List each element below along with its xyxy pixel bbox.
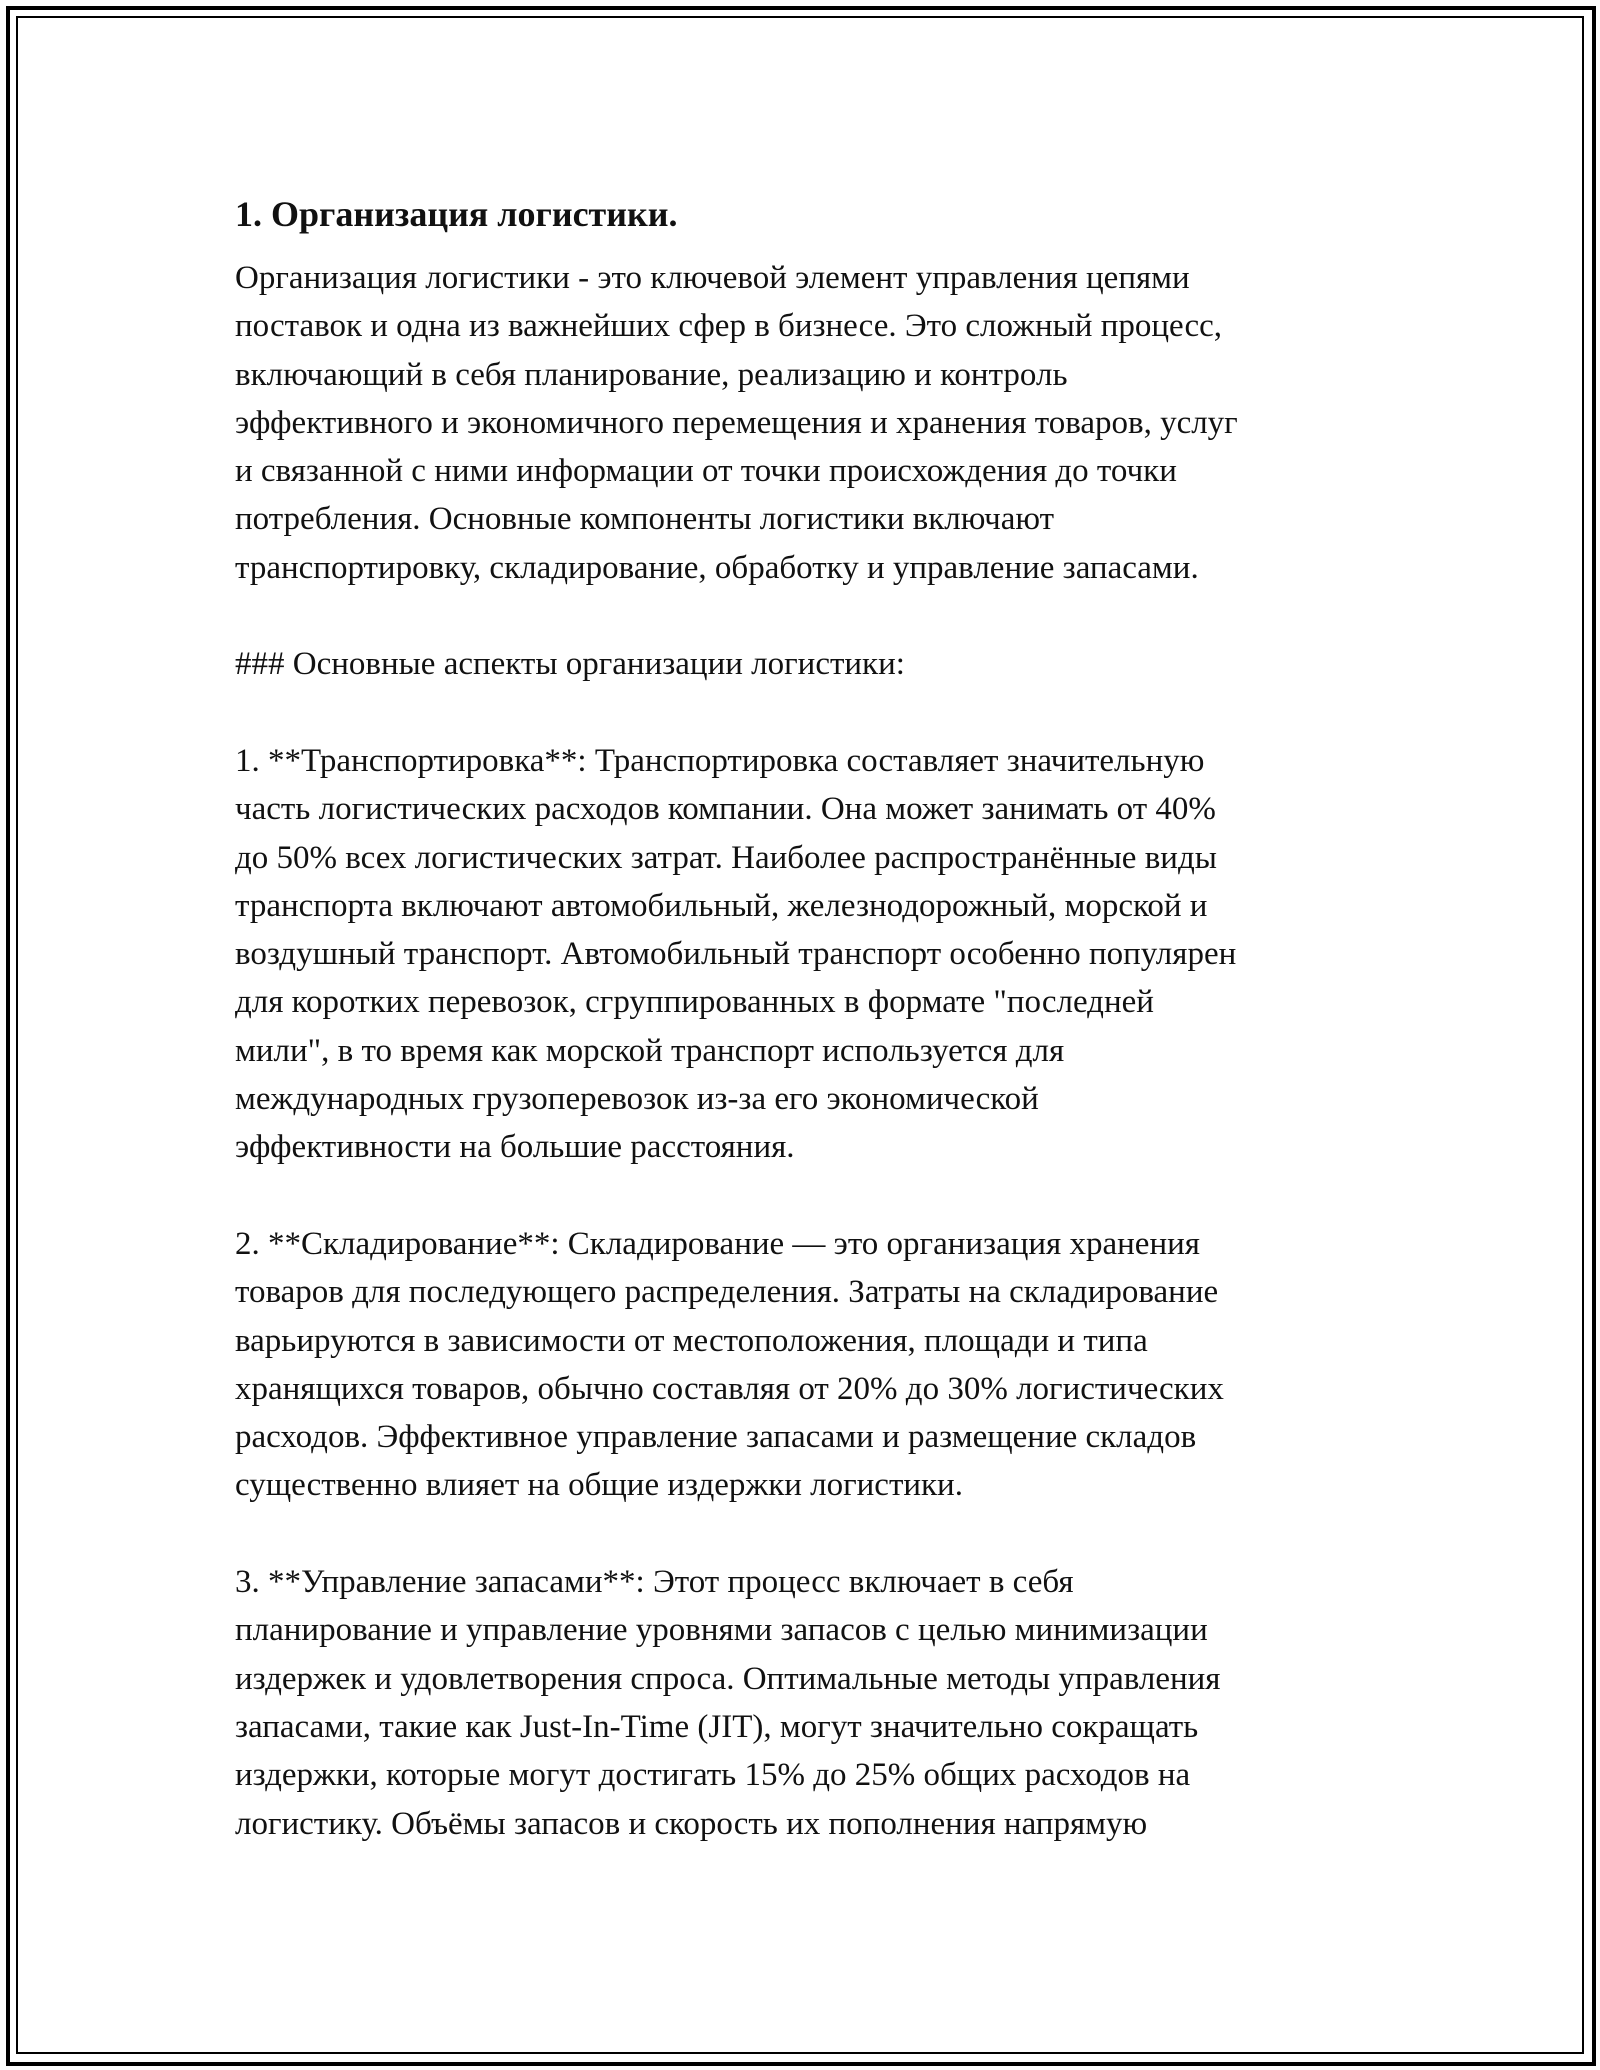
paragraph-spacer — [235, 689, 1375, 737]
intro-paragraph: Организация логистики - это ключевой элемент управления цепями поставок и одна из важнейших сфер в бизнесе. Это сложный процесс, включающий в себя планирование, реализацию и контроль эффективного и экономичного перемещения и хранения товаров, услуг и связанной с ними информации от точки происхождения до точки потребления. Основные компоненты логистики включают транспортировку, складирование, обработку и управление запасами. — [235, 260, 1238, 586]
subsection-heading: ### Основные аспекты организации логистики: — [235, 646, 905, 683]
paragraph-spacer — [235, 1510, 1375, 1558]
list-item-transport: 1. **Транспортировка**: Транспортировка составляет значительную часть логистических расходов компании. Она может занимать от 40% до 50% всех логистических затрат. Наиболее распространённые виды транспорта включают автомобильный, железнодорожный, морской и воздушный транспорт. Автомобильный транспорт особенно популярен для коротких перевозок, сгруппированных в формате "последней мили", в то время как морской транспорт используется для международных грузоперевозок из-за его экономической эффективности на большие расстояния. — [235, 742, 1237, 1166]
document-body — [235, 190, 1375, 1848]
list-item-warehousing: 2. **Складирование**: Складирование — это организация хранения товаров для последующего распределения. Затраты на складирование варьируются в зависимости от местоположения, площади и типа хранящихся товаров, обычно составляя от 20% до 30% логистических расходов. Эффективное управление запасами и размещение складов существенно влияет на общие издержки логистики. — [235, 1225, 1224, 1504]
paragraph-spacer — [235, 1172, 1375, 1220]
paragraph-spacer — [235, 592, 1375, 640]
list-item-inventory: 3. **Управление запасами**: Этот процесс включает в себя планирование и управление уровнями запасов с целью минимизации издержек и удовлетворения спроса. Оптимальные методы управления запасами, такие как Just-In-Time (JIT), могут значительно сокращать издержки, которые могут достигать 15% до 25% общих расходов на логистику. Объёмы запасов и скорость их пополнения напрямую — [235, 1564, 1221, 1842]
section-heading: 1. Организация логистики. — [235, 194, 678, 234]
